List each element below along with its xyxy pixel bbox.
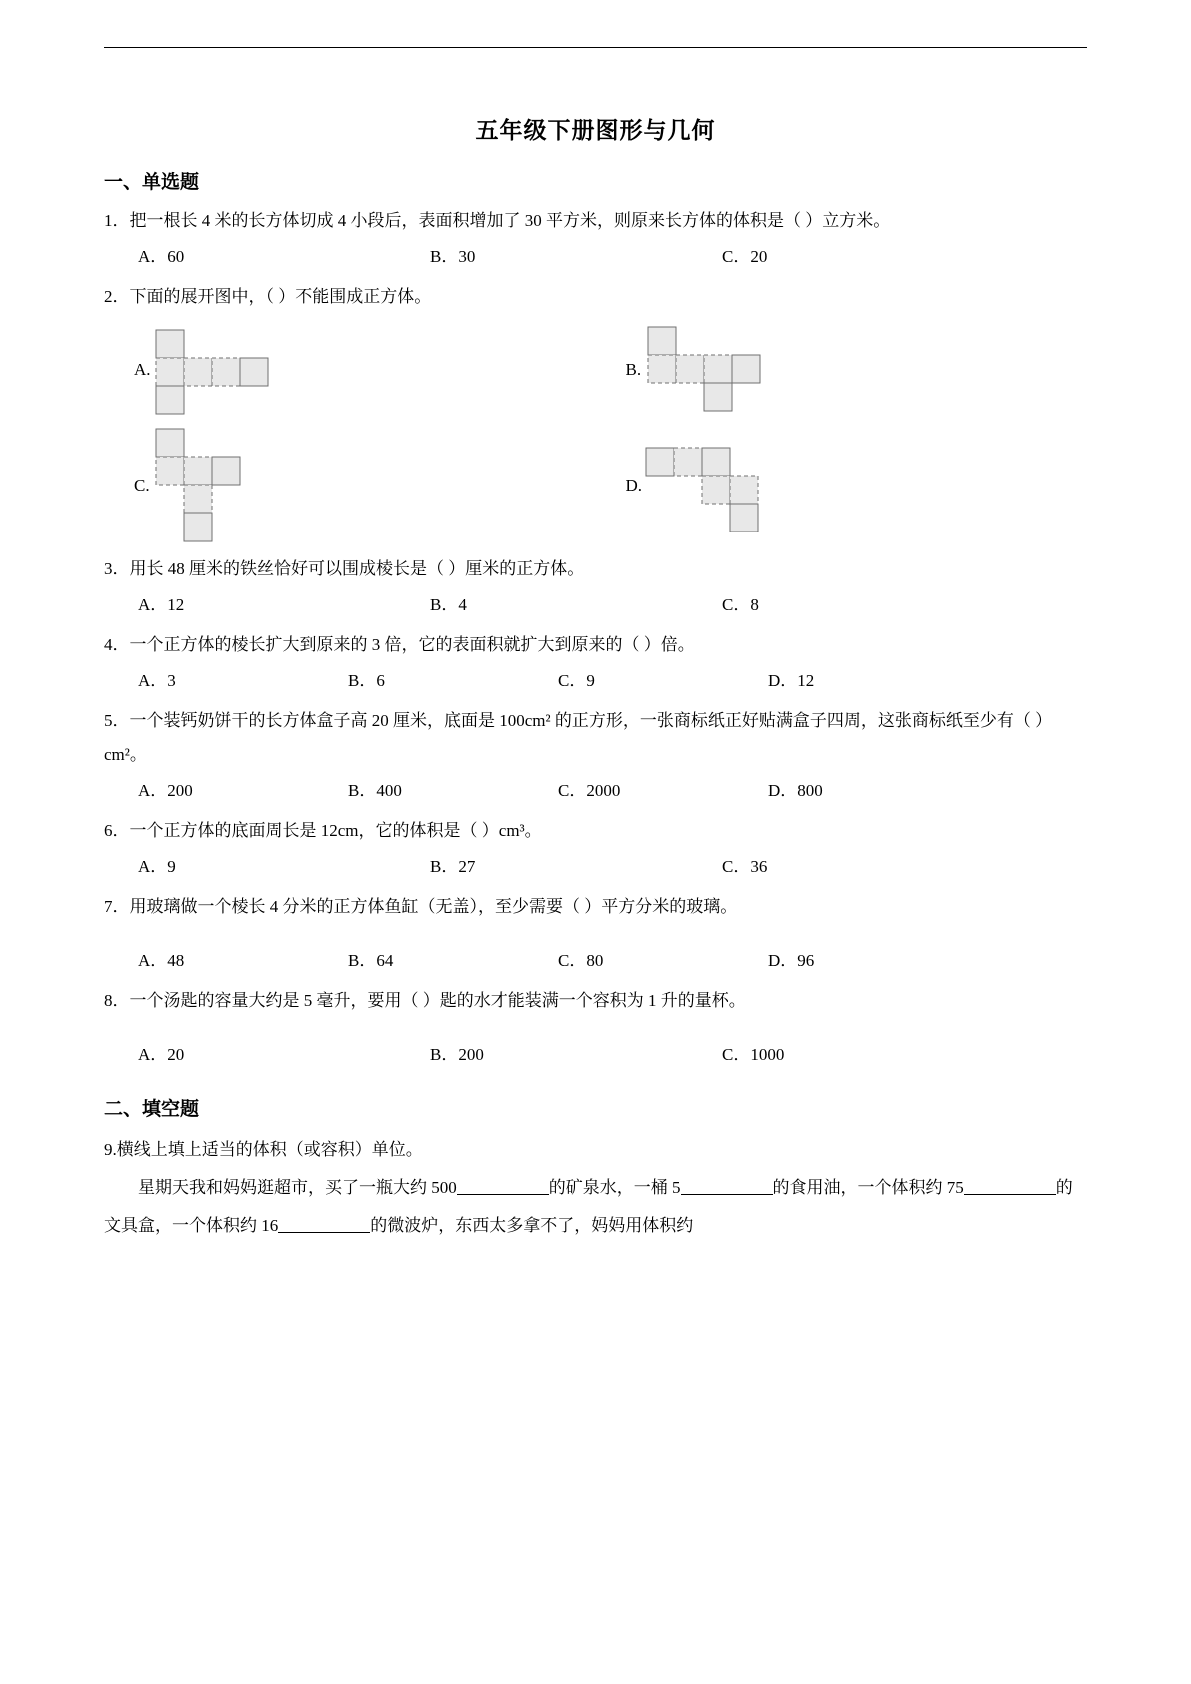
question-8-text: 一个汤匙的容量大约是 5 毫升，要用（ ）匙的水才能装满一个容积为 1 升的量杯。 bbox=[129, 991, 746, 1010]
question-8-spacer bbox=[104, 1018, 1087, 1036]
question-7-options bbox=[104, 944, 1087, 978]
question-5-options bbox=[104, 774, 1087, 808]
question-7-text: 用玻璃做一个棱长 4 分米的正方体鱼缸（无盖），至少需要（ ）平方分米的玻璃。 bbox=[129, 897, 738, 916]
question-6 bbox=[104, 814, 1087, 848]
question-1-options bbox=[104, 240, 1087, 274]
question-8 bbox=[104, 984, 1087, 1018]
question-6-option-b[interactable]: B．27 bbox=[430, 857, 476, 876]
question-4 bbox=[104, 628, 1087, 662]
question-4-number: 4． bbox=[104, 635, 130, 654]
question-1-option-c[interactable]: C．20 bbox=[722, 247, 768, 266]
question-5-option-d[interactable]: D．800 bbox=[768, 781, 823, 800]
question-9-blank-4[interactable] bbox=[278, 1216, 370, 1233]
question-9-paragraph bbox=[104, 1169, 1087, 1245]
question-9 bbox=[104, 1131, 1087, 1169]
question-1-number: 1． bbox=[104, 211, 130, 230]
question-3-option-a[interactable]: A．12 bbox=[138, 595, 185, 614]
header-rule bbox=[104, 47, 1087, 48]
question-9-blank-2[interactable] bbox=[681, 1178, 773, 1195]
question-4-option-a[interactable]: A．3 bbox=[138, 671, 176, 690]
question-5-text: 一个装钙奶饼干的长方体盒子高 20 厘米，底面是 100cm² 的正方形，一张商标纸正好贴满盒子四周，这张商标纸至少有（ ）cm²。 bbox=[104, 711, 1053, 764]
question-4-option-c[interactable]: C．9 bbox=[558, 671, 595, 690]
question-3-option-b[interactable]: B．4 bbox=[430, 595, 467, 614]
question-3-text: 用长 48 厘米的铁丝恰好可以围成棱长是（ ）厘米的正方体。 bbox=[129, 559, 585, 578]
question-5-option-a[interactable]: A．200 bbox=[138, 781, 193, 800]
question-9-part-1: 星期天我和妈妈逛超市，买了一瓶大约 500 bbox=[138, 1178, 457, 1197]
question-9-part-2: 的矿泉水，一桶 5 bbox=[548, 1178, 681, 1197]
question-7-option-a[interactable]: A．48 bbox=[138, 951, 185, 970]
question-1-option-a[interactable]: A．60 bbox=[138, 247, 185, 266]
question-7 bbox=[104, 890, 1087, 924]
question-2-net-c[interactable] bbox=[104, 426, 596, 546]
cube-net-c-icon bbox=[146, 426, 286, 546]
question-3 bbox=[104, 552, 1087, 586]
question-5-option-c[interactable]: C．2000 bbox=[558, 781, 621, 800]
question-2-net-a-label: A. bbox=[134, 360, 151, 379]
question-3-option-c[interactable]: C．8 bbox=[722, 595, 759, 614]
cube-net-a-icon bbox=[146, 325, 286, 415]
question-5 bbox=[104, 704, 1087, 772]
question-4-text: 一个正方体的棱长扩大到原来的 3 倍，它的表面积就扩大到原来的（ ）倍。 bbox=[129, 635, 695, 654]
section-heading-multiple-choice: 一、单选题 bbox=[104, 172, 200, 193]
question-2-text: 下面的展开图中，（ ）不能围成正方体。 bbox=[129, 287, 432, 306]
question-1-option-b[interactable]: B．30 bbox=[430, 247, 476, 266]
question-7-option-c[interactable]: C．80 bbox=[558, 951, 604, 970]
section-heading-fill-in-blank: 二、填空题 bbox=[104, 1099, 200, 1120]
question-8-number: 8． bbox=[104, 991, 130, 1010]
question-3-options bbox=[104, 588, 1087, 622]
question-5-number: 5． bbox=[104, 711, 130, 730]
question-2-net-b[interactable] bbox=[596, 324, 1088, 416]
question-7-number: 7． bbox=[104, 897, 130, 916]
question-4-option-d[interactable]: D．12 bbox=[768, 671, 815, 690]
question-2 bbox=[104, 280, 1087, 314]
question-9-part-4: 的文具盒，一个体积约 16 bbox=[104, 1178, 1073, 1235]
cube-net-d-icon bbox=[638, 440, 788, 532]
question-6-number: 6． bbox=[104, 821, 130, 840]
question-4-options bbox=[104, 664, 1087, 698]
question-2-nets-row-2 bbox=[104, 426, 1087, 546]
question-3-number: 3． bbox=[104, 559, 130, 578]
question-9-blank-1[interactable] bbox=[457, 1178, 549, 1195]
question-2-nets-row-1 bbox=[104, 324, 1087, 416]
question-8-options bbox=[104, 1038, 1087, 1072]
question-1-text: 把一根长 4 米的长方体切成 4 小段后，表面积增加了 30 平方米，则原来长方体的体积是（ ）立方米。 bbox=[129, 211, 891, 230]
question-2-net-d[interactable] bbox=[596, 426, 1088, 546]
question-2-net-a[interactable] bbox=[104, 324, 596, 416]
question-2-net-b-label: B. bbox=[625, 360, 642, 379]
question-7-option-d[interactable]: D．96 bbox=[768, 951, 815, 970]
question-7-option-b[interactable]: B．64 bbox=[348, 951, 394, 970]
question-9-prompt: 横线上填上适当的体积（或容积）单位。 bbox=[116, 1140, 423, 1159]
question-5-option-b[interactable]: B．400 bbox=[348, 781, 402, 800]
question-9-part-5: 的微波炉，东西太多拿不了，妈妈用体积约 bbox=[370, 1216, 694, 1235]
question-2-net-d-label: D. bbox=[625, 476, 643, 495]
question-9-number: 9. bbox=[104, 1140, 117, 1159]
question-4-option-b[interactable]: B．6 bbox=[348, 671, 385, 690]
page-title: 五年级下册图形与几何 bbox=[475, 117, 716, 143]
cube-net-b-icon bbox=[638, 324, 778, 416]
question-1 bbox=[104, 204, 1087, 238]
question-8-option-a[interactable]: A．20 bbox=[138, 1045, 185, 1064]
question-9-blank-3[interactable] bbox=[964, 1178, 1056, 1195]
question-2-net-c-label: C. bbox=[134, 476, 150, 495]
question-2-number: 2． bbox=[104, 287, 130, 306]
question-9-part-3: 的食用油，一个体积约 75 bbox=[772, 1178, 964, 1197]
question-6-text: 一个正方体的底面周长是 12cm，它的体积是（ ）cm³。 bbox=[129, 821, 542, 840]
question-8-option-c[interactable]: C．1000 bbox=[722, 1045, 785, 1064]
question-6-option-c[interactable]: C．36 bbox=[722, 857, 768, 876]
question-8-option-b[interactable]: B．200 bbox=[430, 1045, 484, 1064]
question-6-option-a[interactable]: A．9 bbox=[138, 857, 176, 876]
question-6-options bbox=[104, 850, 1087, 884]
question-7-spacer bbox=[104, 924, 1087, 942]
